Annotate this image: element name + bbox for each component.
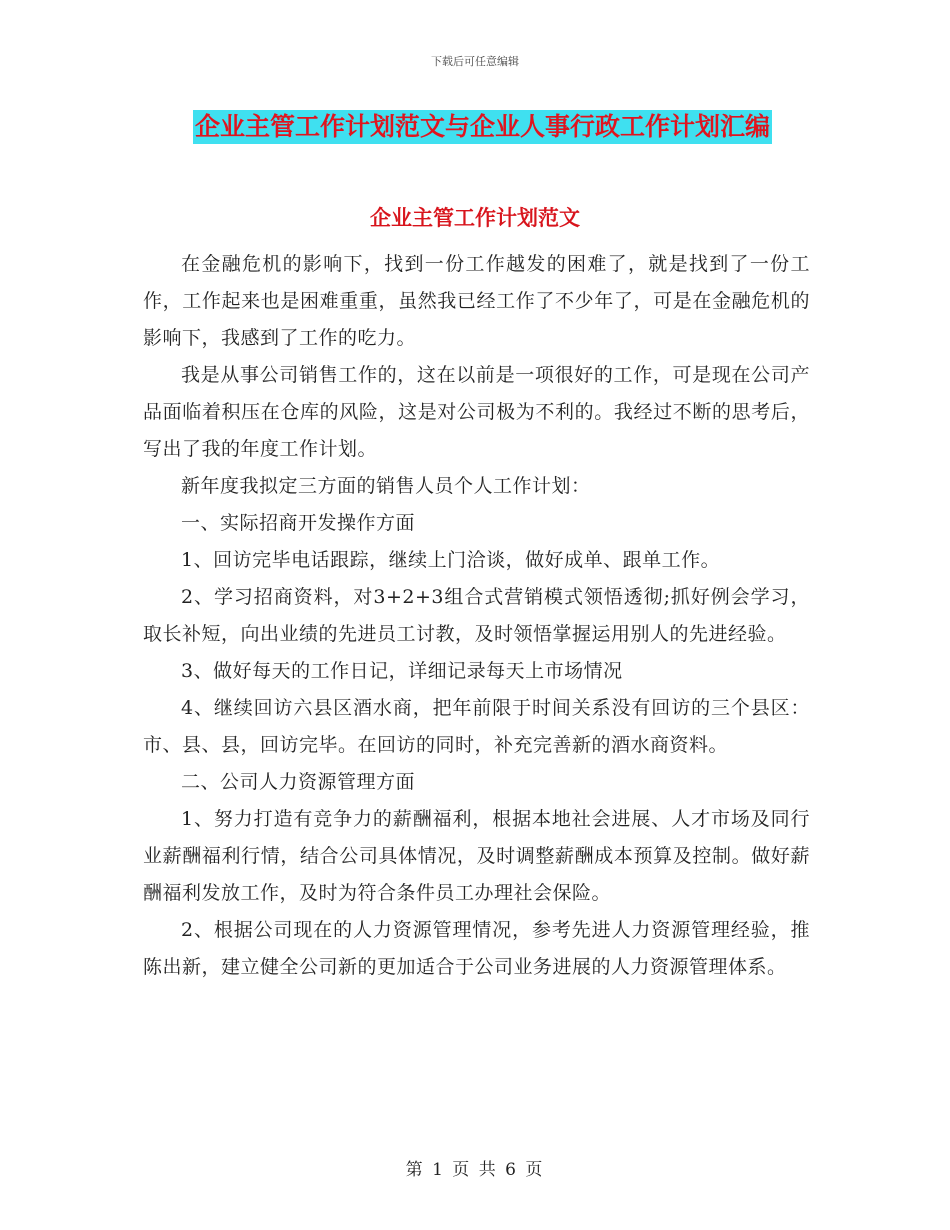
paragraph: 1、回访完毕电话跟踪，继续上门洽谈，做好成单、跟单工作。 [181, 549, 721, 571]
section-title: 企业主管工作计划范文 [370, 206, 580, 230]
paragraph: 4、继续回访六县区酒水商，把年前限于时间关系没有回访的三个县区：市、县、县，回访完毕。在回访的同时，补充完善新的酒水商资料。 [143, 697, 810, 756]
paragraph: 2、学习招商资料，对3+2+3组合式营销模式领悟透彻;抓好例会学习，取长补短，向出业绩的先进员工讨教，及时领悟掌握运用别人的先进经验。 [143, 586, 810, 645]
document-body [143, 246, 810, 986]
paragraph: 我是从事公司销售工作的，这在以前是一项很好的工作，可是现在公司产品面临着积压在仓库的风险，这是对公司极为不利的。我经过不断的思考后，写出了我的年度工作计划。 [143, 364, 810, 460]
page-footer: 第 1 页 共 6 页 [405, 1160, 545, 1180]
paragraph: 1、努力打造有竞争力的薪酬福利，根据本地社会进展、人才市场及同行业薪酬福利行情，结合公司具体情况，及时调整薪酬成本预算及控制。做好薪酬福利发放工作，及时为符合条件员工办理社会保险。 [143, 808, 810, 904]
paragraph: 3、做好每天的工作日记，详细记录每天上市场情况 [181, 660, 623, 682]
header-note: 下载后可任意编辑 [431, 55, 519, 68]
paragraph: 新年度我拟定三方面的销售人员个人工作计划： [181, 475, 591, 497]
paragraph: 二、公司人力资源管理方面 [181, 771, 416, 793]
paragraph: 2、根据公司现在的人力资源管理情况，参考先进人力资源管理经验，推陈出新，建立健全公司新的更加适合于公司业务进展的人力资源管理体系。 [143, 919, 810, 978]
paragraph: 一、实际招商开发操作方面 [181, 512, 416, 534]
document-title: 企业主管工作计划范文与企业人事行政工作计划汇编 [193, 110, 772, 144]
paragraph: 在金融危机的影响下，找到一份工作越发的困难了，就是找到了一份工作，工作起来也是困难重重，虽然我已经工作了不少年了，可是在金融危机的影响下，我感到了工作的吃力。 [143, 253, 810, 349]
